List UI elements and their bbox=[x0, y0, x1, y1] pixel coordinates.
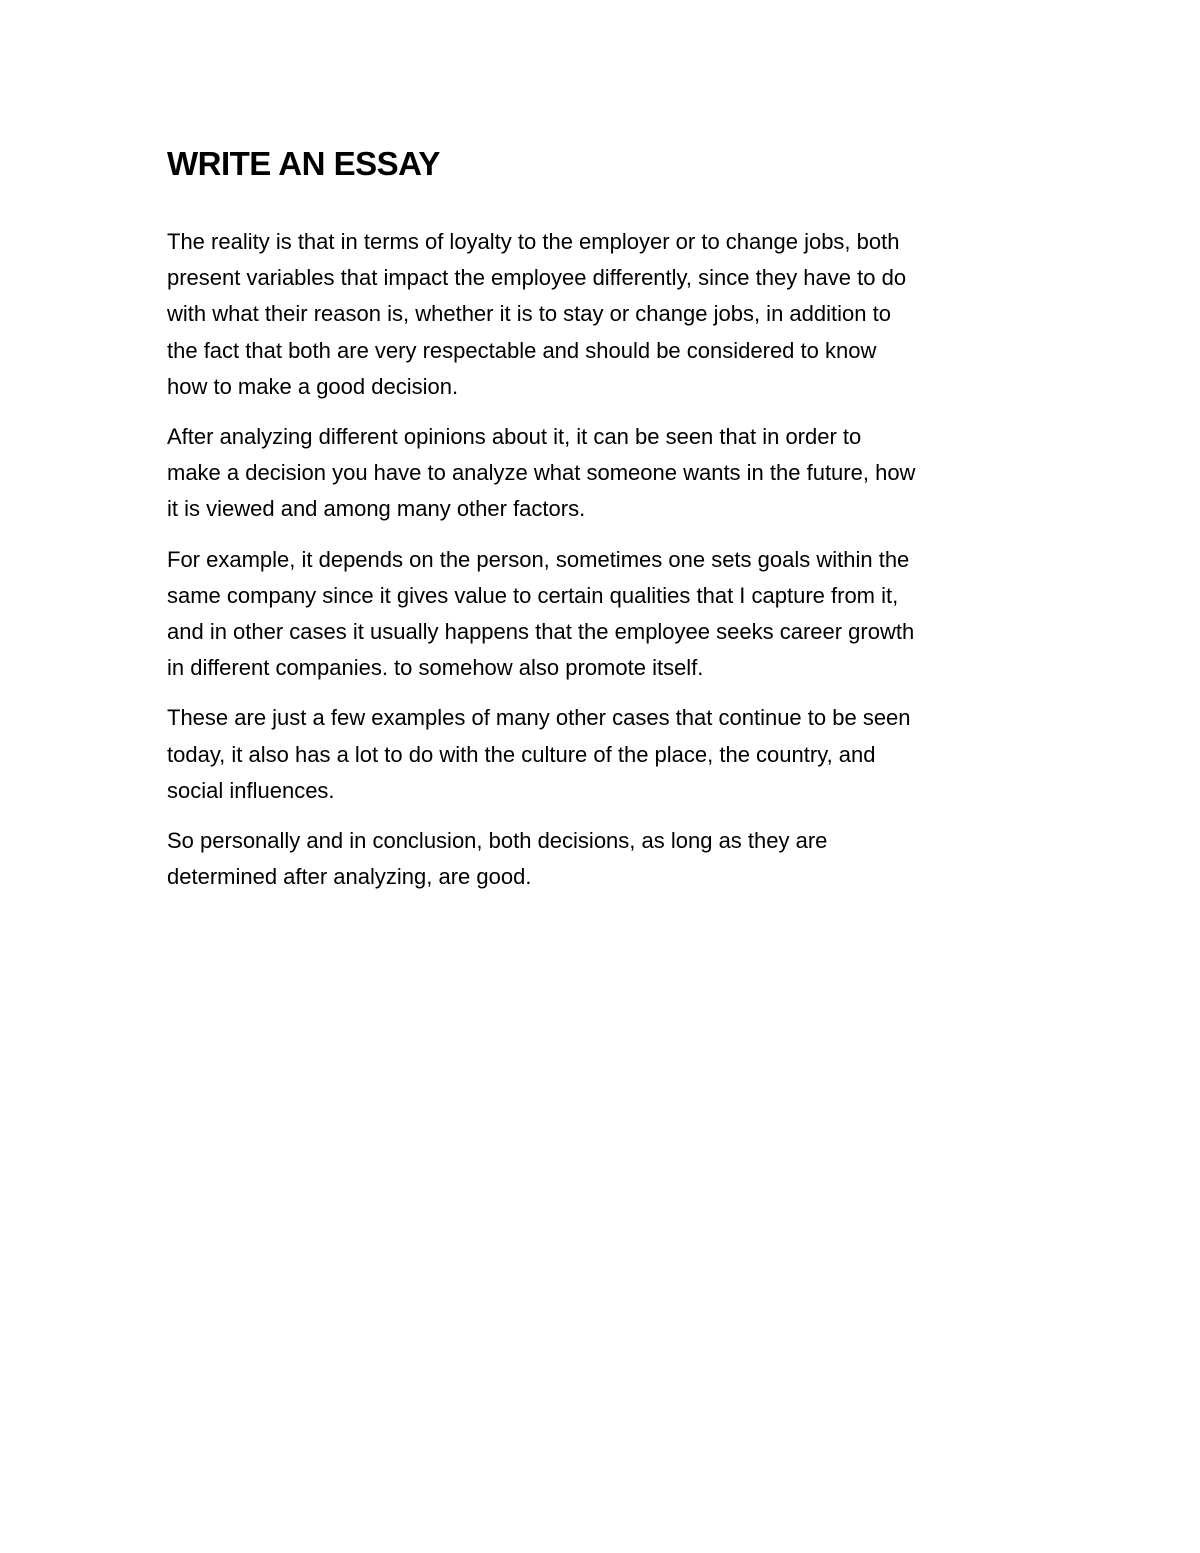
document-body bbox=[167, 142, 1037, 909]
paragraph-line: it is viewed and among many other factors. bbox=[167, 496, 586, 522]
paragraph-2 bbox=[167, 419, 1037, 528]
paragraph-line: present variables that impact the employee differently, since they have to do bbox=[167, 265, 907, 291]
document-title: WRITE AN ESSAY bbox=[167, 145, 440, 182]
paragraph-line: These are just a few examples of many other cases that continue to be seen bbox=[167, 705, 911, 731]
paragraph-line: social influences. bbox=[167, 777, 335, 803]
paragraph-line: After analyzing different opinions about it, it can be seen that in order to bbox=[167, 424, 862, 450]
paragraph-line: today, it also has a lot to do with the culture of the place, the country, and bbox=[167, 741, 876, 767]
paragraph-4 bbox=[167, 700, 1037, 809]
paragraph-line: determined after analyzing, are good. bbox=[167, 864, 532, 890]
paragraph-line: So personally and in conclusion, both decisions, as long as they are bbox=[167, 828, 828, 854]
paragraph-3 bbox=[167, 542, 1037, 687]
paragraph-line: how to make a good decision. bbox=[167, 373, 459, 399]
paragraph-line: The reality is that in terms of loyalty to the employer or to change jobs, both bbox=[167, 229, 900, 254]
paragraph-line: and in other cases it usually happens that the employee seeks career growth bbox=[167, 619, 915, 645]
paragraph-line: the fact that both are very respectable and should be considered to know bbox=[167, 337, 877, 363]
paragraph-line: For example, it depends on the person, sometimes one sets goals within the bbox=[167, 546, 910, 572]
paragraph-line: with what their reason is, whether it is to stay or change jobs, in addition to bbox=[167, 301, 891, 327]
paragraph-5 bbox=[167, 823, 1037, 895]
paragraph-1 bbox=[167, 224, 1037, 405]
paragraph-line: make a decision you have to analyze what someone wants in the future, how bbox=[167, 460, 916, 486]
paragraph-line: in different companies. to somehow also promote itself. bbox=[167, 655, 704, 681]
paragraph-line: same company since it gives value to certain qualities that I capture from it, bbox=[167, 582, 899, 608]
